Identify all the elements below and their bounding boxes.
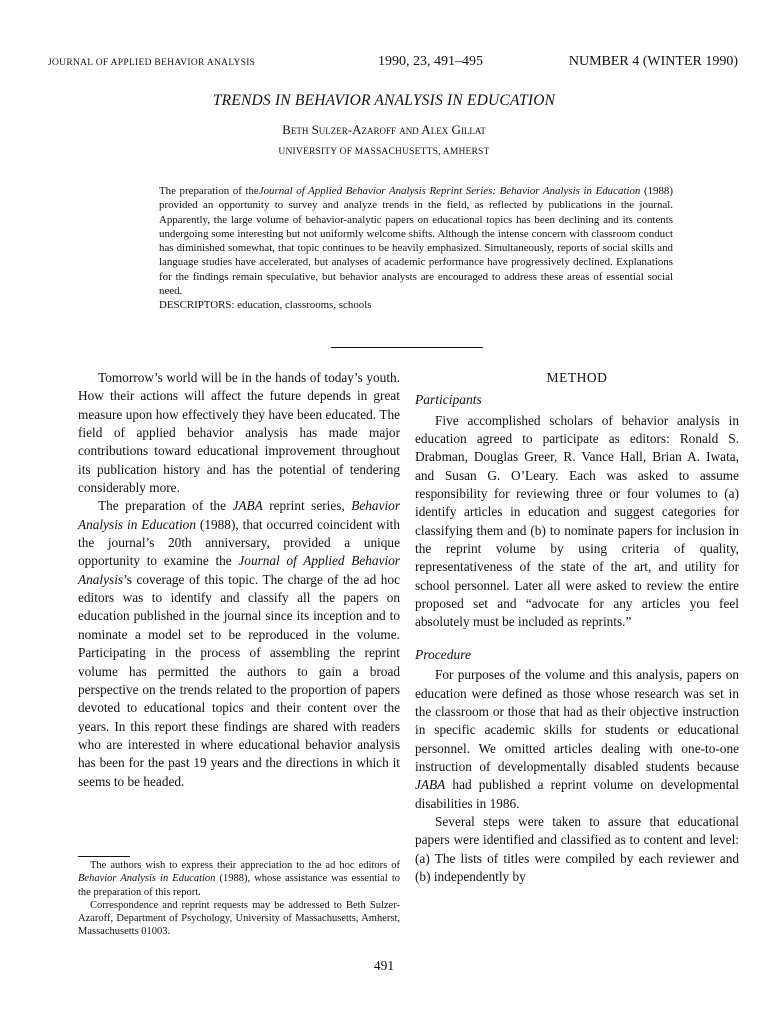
footnote-divider <box>78 856 130 857</box>
intro-p2-b: reprint series, <box>262 498 352 514</box>
intro-p2-d: ’s coverage of this topic. The charge of the ad hoc editors was to identify and classify all the papers on education published in the journal since its inception and to nominate a model set to be reproduced in the volume. Participating in the process of assembling the reprint volume has permitted the authors to gain a broad perspective on the trends related to the proportion of papers devoted to educational topics and their content over the years. In this report these findings are shared with readers who are interested in where educational behavior analysis has been for the past 19 years and the directions in which it seems to be headed. <box>78 571 400 789</box>
procedure-b: had published a reprint volume on developmental disabilities in 1986. <box>415 777 739 811</box>
abstract-text <box>143 184 673 298</box>
article-authors: Beth Sulzer-Azaroff and Alex Gillat <box>282 122 486 137</box>
intro-paragraph-1: Tomorrow’s world will be in the hands of today’s youth. How their actions will affect the future depends in great measure upon how effectively they have been educated. The field of applied behavior analysis has made major contributions toward educational improvement throughout its publication history and has the potential of tendering considerably more. <box>78 370 400 496</box>
intro-p2-c: (1988), that occurred coincident with the journal’s 20th anniversary, provided a unique opportunity to examine the <box>78 516 400 569</box>
volume-info: 1990, 23, 491–495 <box>378 54 483 69</box>
footnote-1-a: The authors wish to express their appreciation to the ad hoc editors of <box>90 860 400 871</box>
subheading-procedure: Procedure <box>415 646 471 662</box>
journal-name: JOURNAL OF APPLIED BEHAVIOR ANALYSIS <box>48 58 256 68</box>
intro-p2-a: The preparation of the <box>98 498 233 514</box>
participants-paragraph: Five accomplished scholars of behavior analysis in education agreed to participate as editors: Ronald S. Drabman, Douglas Greer, R. Vance Hall, Brian A. Iwata, and Susan G. O’Leary. Each was asked to assume responsibility for reviewing three or four volumes to (a) identify articles in education and suggest categories for classifying them and (b) to nominate papers for inclusion in the reprint volume by using criteria of quality, representativeness of the state of the art, and utility for school personnel. Later all were asked to review the entire proposed set and “advocate for any articles you feel absolutely must be included as reprints.” <box>415 412 739 630</box>
page-number: 491 <box>373 958 395 973</box>
abstract-body: (1988) provided an opportunity to survey and analyze trends in the field, as reflected by publications in the journal. Apparently, the large volume of behavior-analytic papers on educational topics has been declining and its contents undergoing some interesting but not uniformly welcome shifts. Although the intense concern with classroom conduct has diminished somewhat, that topic continues to be heavily emphasized. Simultaneously, reports of social skills and language studies have accelerated, but analyses of academic performance have progressively declined. Explanations for the findings remain speculative, but behavior analysts are encouraged to address these areas of essential social need. <box>159 185 673 298</box>
left-column <box>78 369 400 791</box>
running-header <box>48 54 738 74</box>
section-heading-method: METHOD <box>546 370 608 385</box>
issue-info: NUMBER 4 (WINTER 1990) <box>568 54 738 69</box>
author-affiliation: UNIVERSITY OF MASSACHUSETTS, AMHERST <box>278 147 490 157</box>
intro-p2-jaba: JABA <box>232 498 263 514</box>
footnote-acknowledgment <box>78 859 400 899</box>
intro-p2-series: Behavior Analysis in Education <box>78 498 400 532</box>
intro-paragraph-2 <box>78 497 400 791</box>
procedure-jaba: JABA <box>415 777 446 793</box>
abstract-divider <box>331 347 483 348</box>
footnotes <box>78 859 400 939</box>
abstract-descriptors: DESCRIPTORS: education, classrooms, schools <box>159 299 372 312</box>
procedure-paragraph-2: Several steps were taken to assure that educational papers were identified and classified as to content and level: (a) The lists of titles were compiled by each reviewer and (b) independently by <box>415 813 739 884</box>
footnote-1-title: Behavior Analysis in Education <box>78 873 216 885</box>
abstract-series-title: Journal of Applied Behavior Analysis Reprint Series: Behavior Analysis in Education <box>258 185 641 197</box>
right-column <box>415 369 739 886</box>
footnote-correspondence: Correspondence and reprint requests may be addressed to Beth Sulzer-Azaroff, Department of Psychology, University of Massachusetts, Amherst, Massachusetts 01003. <box>78 899 400 938</box>
footnote-1-b: (1988), whose assistance was essential to the preparation of this report. <box>78 873 400 898</box>
abstract-lead: The preparation of the <box>159 185 259 197</box>
abstract <box>143 184 673 313</box>
subheading-participants: Participants <box>415 392 482 408</box>
article-title: TRENDS IN BEHAVIOR ANALYSIS IN EDUCATION <box>212 92 556 109</box>
procedure-a: For purposes of the volume and this analysis, papers on education were defined as those whose research was set in the classroom or those that had as their objective instruction in specific academic skills for students or educational personnel. We omitted articles dealing with one-to-one instruction of developmentally disabled students because <box>415 667 739 774</box>
procedure-paragraph-1 <box>415 666 739 813</box>
intro-p2-journal: Journal of Applied Behavior Analysis <box>78 553 400 587</box>
